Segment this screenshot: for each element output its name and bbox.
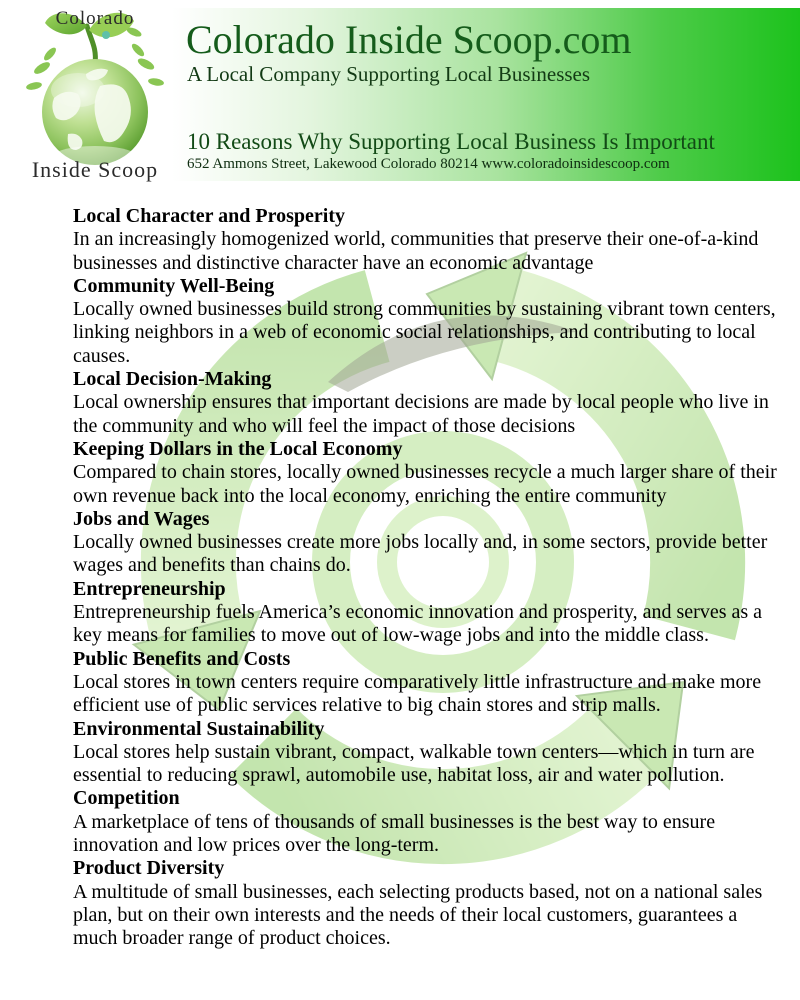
- site-title: Colorado Inside Scoop.com: [186, 17, 632, 62]
- section-heading: Entrepreneurship: [73, 577, 226, 600]
- section-heading: Public Benefits and Costs: [73, 647, 291, 670]
- section-body: Compared to chain stores, locally owned businesses recycle a much larger share of their own revenue back into the local economy, enriching the entire community: [73, 461, 777, 507]
- reason-section: [73, 787, 779, 857]
- reasons-list: [73, 205, 779, 951]
- section-heading: Competition: [73, 787, 180, 810]
- header-banner: [172, 8, 800, 181]
- section-body: A marketplace of tens of thousands of small businesses is the best way to ensure innovation and low prices over the long-term.: [73, 810, 716, 857]
- company-logo: [16, 2, 174, 190]
- address-line: 652 Ammons Street, Lakewood Colorado 80214 www.coloradoinsidescoop.com: [187, 156, 670, 172]
- section-heading: Local Character and Prosperity: [73, 205, 346, 227]
- reason-section: [73, 205, 779, 275]
- document-title: 10 Reasons Why Supporting Local Business Is Important: [187, 129, 715, 154]
- section-heading: Product Diversity: [73, 857, 225, 880]
- site-subtitle: A Local Company Supporting Local Businesses: [187, 62, 591, 86]
- reason-section: [73, 368, 779, 438]
- section-heading: Community Well-Being: [73, 274, 275, 297]
- section-body: Local stores help sustain vibrant, compact, walkable town centers—which in turn are essential to reducing sprawl, automobile use, habitat loss, air and water pollution.: [73, 740, 755, 787]
- section-body: Entrepreneurship fuels America’s economic innovation and prosperity, and serves as a key means for families to move out of low-wage jobs and into the middle class.: [73, 601, 763, 647]
- logo-bottom-text: Inside Scoop: [31, 157, 159, 182]
- section-body: A multitude of small businesses, each selecting products based, not on a national sales plan, but on their own interests and the needs of their local customers, guarantees a much broader range of product choices.: [73, 880, 763, 950]
- section-body: Locally owned businesses build strong communities by sustaining vibrant town centers, linking neighbors in a web of economic social relationships, and contributing to local causes.: [73, 298, 776, 367]
- section-body: In an increasingly homogenized world, communities that preserve their one-of-a-kind businesses and distinctive character have an economic advantage: [73, 228, 759, 274]
- section-heading: Local Decision-Making: [73, 368, 272, 391]
- reason-section: [73, 438, 779, 508]
- section-heading: Environmental Sustainability: [73, 717, 325, 740]
- reason-section: [73, 508, 779, 578]
- reason-section: [73, 718, 779, 788]
- reason-section: [73, 648, 779, 718]
- section-heading: Keeping Dollars in the Local Economy: [73, 437, 403, 460]
- reason-section: [73, 578, 779, 648]
- section-body: Local ownership ensures that important decisions are made by local people who live in the community and who will feel the impact of those decisions: [73, 391, 769, 437]
- section-heading: Jobs and Wages: [73, 507, 210, 530]
- reason-section: [73, 857, 779, 950]
- section-body: Locally owned businesses create more jobs locally and, in some sectors, provide better wages and benefits than chains do.: [73, 531, 768, 577]
- logo-top-text: Colorado: [55, 8, 135, 29]
- section-body: Local stores in town centers require comparatively little infrastructure and make more efficient use of public services relative to big chain stores and strip malls.: [73, 670, 762, 717]
- reason-section: [73, 275, 779, 368]
